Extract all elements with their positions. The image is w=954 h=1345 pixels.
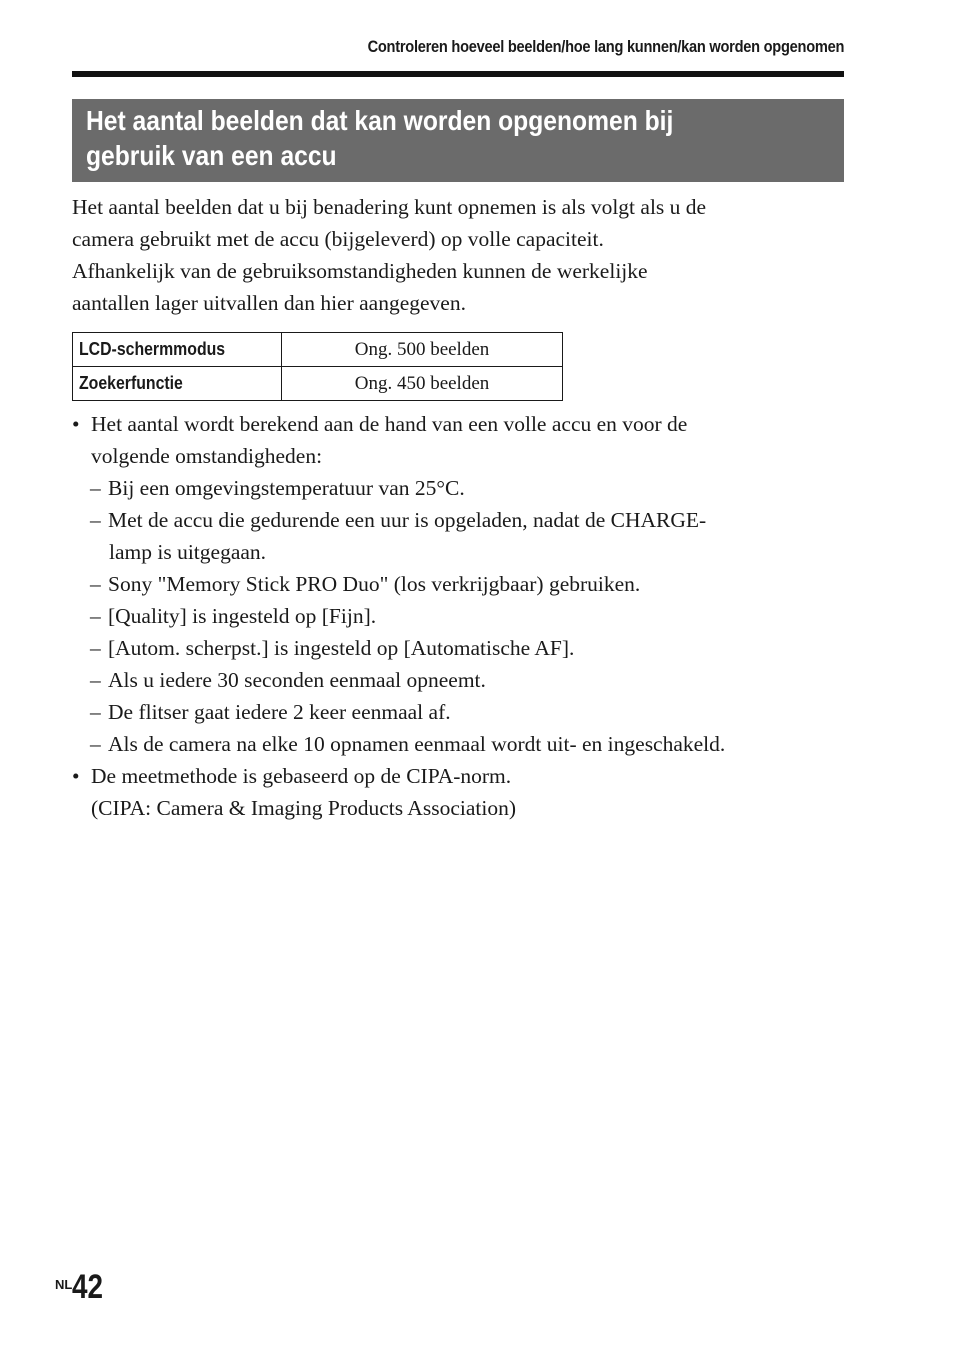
bullet-mark: • [72, 412, 80, 436]
table-row-label: Zoekerfunctie [73, 367, 282, 401]
condition-item: – Met de accu die gedurende een uur is opgeladen, nadat de CHARGE- [72, 504, 862, 536]
bullet-item-continuation: (CIPA: Camera & Imaging Products Association) [91, 796, 516, 820]
table-row-value: Ong. 450 beelden [282, 367, 563, 401]
dash-mark: – [90, 636, 101, 660]
section-title [86, 103, 825, 173]
intro-line-3: Afhankelijk van de gebruiksomstandigheden kunnen de werkelijke [72, 259, 648, 283]
intro-line-4: aantallen lager uitvallen dan hier aangegeven. [72, 291, 466, 315]
capacity-table [72, 332, 563, 401]
bullet-mark: • [72, 764, 80, 788]
condition-item: – Bij een omgevingstemperatuur van 25°C. [72, 472, 862, 504]
dash-mark: – [90, 604, 101, 628]
section-banner [72, 99, 844, 182]
page-number-value: 42 [72, 1268, 104, 1306]
table-row [73, 333, 563, 367]
table-row-value: Ong. 500 beelden [282, 333, 563, 367]
bullet-item: • Het aantal wordt berekend aan de hand van een volle accu en voor de [72, 408, 862, 440]
condition-item: – Sony "Memory Stick PRO Duo" (los verkrijgbaar) gebruiken. [72, 568, 862, 600]
page-language-code: NL [55, 1277, 73, 1292]
intro-paragraph [72, 191, 852, 319]
dash-mark: – [90, 508, 101, 532]
section-title-line-2: gebruik van een accu [86, 140, 337, 171]
running-header: Controleren hoeveel beelden/hoe lang kunnen/kan worden opgenomen [367, 37, 844, 56]
dash-mark: – [90, 668, 101, 692]
condition-item: – Als de camera na elke 10 opnamen eenmaal wordt uit- en ingeschakeld. [72, 728, 862, 760]
condition-item: – Als u iedere 30 seconden eenmaal opneemt. [72, 664, 862, 696]
notes-list [72, 408, 862, 824]
bullet-item: • De meetmethode is gebaseerd op de CIPA-norm. [72, 760, 862, 792]
page-number [55, 1268, 110, 1307]
section-title-line-1: Het aantal beelden dat kan worden opgenomen bij [86, 105, 674, 136]
dash-mark: – [90, 700, 101, 724]
condition-item-continuation: lamp is uitgegaan. [109, 540, 267, 564]
table-row-label: LCD-schermmodus [73, 333, 282, 367]
intro-line-2: camera gebruikt met de accu (bijgeleverd) op volle capaciteit. [72, 227, 604, 251]
dash-mark: – [90, 572, 101, 596]
header-rule [72, 71, 844, 77]
table-row [73, 367, 563, 401]
condition-item: – De flitser gaat iedere 2 keer eenmaal af. [72, 696, 862, 728]
bullet-item-continuation: volgende omstandigheden: [91, 444, 323, 468]
condition-item: – [Autom. scherpst.] is ingesteld op [Automatische AF]. [72, 632, 862, 664]
intro-line-1: Het aantal beelden dat u bij benadering kunt opnemen is als volgt als u de [72, 195, 707, 219]
condition-item: – [Quality] is ingesteld op [Fijn]. [72, 600, 862, 632]
dash-mark: – [90, 732, 101, 756]
dash-mark: – [90, 476, 101, 500]
